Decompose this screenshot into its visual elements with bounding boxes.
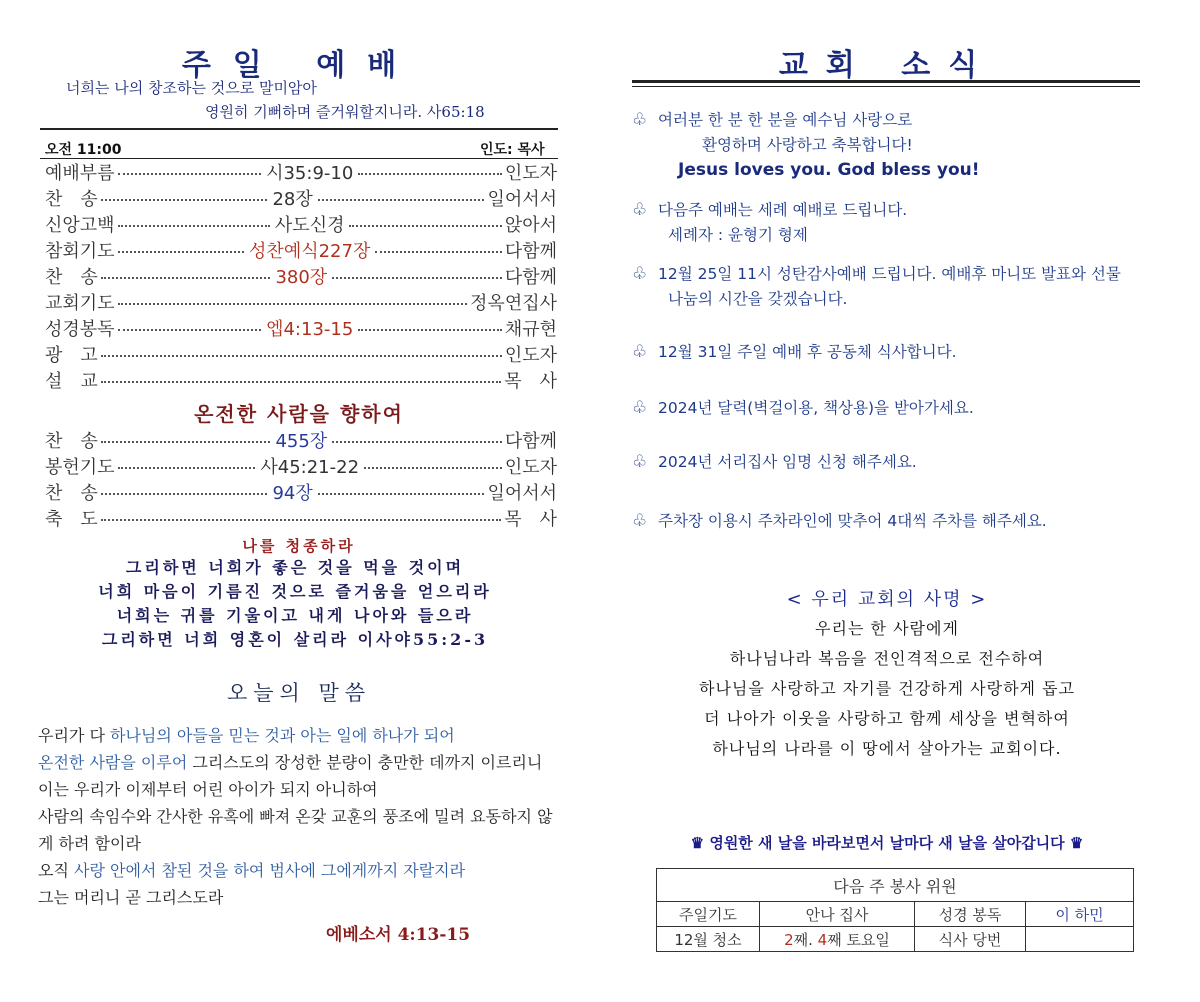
dot-leader [318, 493, 485, 495]
poem-title: 나를 청종하라 [242, 537, 356, 555]
order-item-detail: 사45:21-22 [260, 457, 360, 478]
order-item-detail: 엡4:13-15 [266, 319, 354, 340]
scripture-text: 사람의 속임수와 간사한 유혹에 빠져 온갖 교훈의 풍조에 밀려 요동하지 않 [38, 807, 553, 826]
divider [632, 80, 1140, 83]
order-item-person: 다함께 [504, 267, 558, 288]
order-item [45, 211, 557, 237]
dot-leader [358, 173, 502, 175]
order-item-person: 앉아서 [504, 215, 558, 236]
club-bullet-icon: ♧ [632, 342, 648, 362]
mission-line: 하나님의 나라를 이 땅에서 살아가는 교회이다. [712, 739, 1062, 758]
dot-leader [332, 441, 502, 443]
news-text: 다음주 예배는 세례 예배로 드립니다. [658, 201, 908, 219]
news-text: 12월 31일 주일 예배 후 공동체 식사합니다. [658, 343, 957, 361]
dot-leader [101, 381, 501, 383]
order-item-person: 다함께 [504, 241, 557, 262]
duty-cell: 12월 청소 [657, 927, 760, 952]
duty-cell: 주일기도 [657, 902, 760, 927]
news-text: 환영하며 사랑하고 축복합니다! [702, 136, 913, 154]
dot-leader [364, 467, 502, 469]
order-item-label: 찬 송 [45, 431, 98, 452]
dot-leader [332, 277, 502, 279]
church-news-title: 교회 소식 [778, 48, 996, 83]
order-item-label: 설 교 [45, 371, 98, 392]
order-item-label: 찬 송 [45, 483, 98, 504]
scripture-text: 그는 머리니 곧 그리스도라 [38, 888, 224, 907]
club-bullet-icon: ♧ [632, 511, 648, 531]
dot-leader [375, 251, 501, 253]
motto-banner [632, 832, 1142, 853]
order-item-detail: 시35:9-10 [266, 163, 354, 184]
scripture-highlight: 사랑 안에서 참된 것을 하여 범사에 그에게까지 자랄지라 [74, 861, 466, 880]
order-item-person: 일어서서 [487, 483, 558, 504]
order-item-label: 참회기도 [45, 241, 115, 262]
order-item [45, 159, 557, 185]
order-item [45, 505, 557, 531]
scripture-block [38, 722, 578, 911]
scripture-reference: 에베소서 4:13-15 [326, 925, 471, 945]
dot-leader [118, 225, 270, 227]
scripture-text: 오직 [38, 861, 74, 880]
order-item-person: 다함께 [504, 431, 558, 452]
club-bullet-icon: ♧ [632, 110, 648, 130]
order-item-detail: 94장 [272, 483, 313, 504]
mission-title: < 우리 교회의 사명 > [786, 589, 988, 610]
club-bullet-icon: ♧ [632, 200, 648, 220]
order-item-detail: 성찬예식227장 [249, 241, 371, 262]
duty-table [656, 868, 1134, 952]
motto-text: 영원한 새 날을 바라보면서 날마다 새 날을 살아갑니다 [709, 834, 1065, 852]
dot-leader [118, 467, 256, 469]
worship-title: 주일 예배 [181, 48, 419, 83]
order-item-person: 인도자 [504, 163, 558, 184]
todays-word-title: 오늘의 말씀 [226, 681, 372, 705]
order-item [45, 341, 557, 367]
service-time: 오전 11:00 [45, 142, 122, 158]
dot-leader [118, 329, 262, 331]
service-leader: 인도: 목사 [480, 142, 545, 158]
news-text: 세례자 : 윤형기 형제 [668, 226, 808, 244]
news-item [632, 262, 1142, 312]
scripture-text: 그리스도의 장성한 분량이 충만한 데까지 이르리니 [187, 753, 543, 772]
divider [40, 128, 558, 130]
dot-leader [118, 173, 262, 175]
duty-cell: 2째. 4째 토요일 [760, 927, 915, 952]
dot-leader [318, 199, 485, 201]
mission-line: 우리는 한 사람에게 [815, 619, 959, 638]
order-item [45, 453, 557, 479]
club-bullet-icon: ♧ [632, 398, 648, 418]
order-item-label: 교회기도 [45, 293, 115, 314]
order-item-detail: 28장 [272, 189, 313, 210]
news-text: 2024년 서리집사 임명 신청 해주세요. [658, 453, 917, 471]
mission-line: 하나님나라 복음을 전인격적으로 전수하여 [729, 649, 1045, 668]
dot-leader [101, 519, 501, 521]
scripture-text: 이는 우리가 이제부터 어린 아이가 되지 아니하여 [38, 780, 378, 799]
dot-leader [358, 329, 502, 331]
news-text: 여러분 한 분 한 분을 예수님 사랑으로 [658, 111, 913, 129]
sermon-title: 온전한 사람을 향하여 [194, 402, 404, 426]
order-item-label: 성경봉독 [45, 319, 115, 340]
order-item-detail: 사도신경 [274, 215, 345, 236]
news-item [632, 509, 1142, 534]
order-item [45, 315, 557, 341]
scripture-text: 게 하려 함이라 [38, 834, 141, 853]
dot-leader [101, 493, 268, 495]
order-item [45, 427, 557, 453]
order-item-detail: 455장 [275, 431, 328, 452]
poem-line: 너희 마음이 기름진 것으로 즐거움을 얻으리라 [98, 582, 492, 601]
duty-cell: 성경 봉독 [915, 902, 1026, 927]
club-bullet-icon: ♧ [632, 452, 648, 472]
order-item [45, 237, 557, 263]
news-text: 주차장 이용시 주차라인에 맞추어 4대씩 주차를 해주세요. [658, 512, 1047, 530]
dot-leader [101, 199, 268, 201]
order-item-person: 인도자 [504, 345, 557, 366]
news-item [632, 396, 1142, 421]
poem-line: 그리하면 너희 영혼이 살리라 이사야55:2-3 [101, 630, 489, 649]
news-text: 나눔의 시간을 갖겠습니다. [668, 290, 848, 308]
order-item-person: 목 사 [504, 509, 557, 530]
club-bullet-icon: ♧ [632, 264, 648, 284]
duty-cell: 이 하민 [1026, 902, 1134, 927]
poem-block [30, 556, 560, 652]
order-item-label: 봉헌기도 [45, 457, 115, 478]
news-text: 12월 25일 11시 성탄감사예배 드립니다. 예배후 마니또 발표와 선물 [658, 265, 1121, 283]
order-item-person: 인도자 [504, 457, 557, 478]
order-item [45, 289, 557, 315]
poem-line: 너희는 귀를 기울이고 내게 나아와 들으라 [116, 606, 474, 625]
order-item-label: 축 도 [45, 509, 98, 530]
duty-cell: 안나 집사 [760, 902, 915, 927]
mission-line: 하나님을 사랑하고 자기를 건강하게 사랑하게 돕고 [698, 679, 1075, 698]
news-item [632, 450, 1142, 475]
divider [632, 86, 1140, 87]
order-item-person: 일어서서 [487, 189, 558, 210]
crown-icon: ♛ [690, 834, 705, 852]
duty-cell: 식사 당번 [915, 927, 1026, 952]
order-item-label: 찬 송 [45, 189, 98, 210]
dot-leader [118, 303, 467, 305]
dot-leader [118, 251, 244, 253]
scripture-highlight: 하나님의 아들을 믿는 것과 아는 일에 하나가 되어 [110, 726, 455, 745]
dot-leader [101, 441, 271, 443]
dot-leader [349, 225, 501, 227]
mission-block [632, 614, 1142, 764]
order-item-detail: 380장 [275, 267, 328, 288]
order-item-person: 채규현 [504, 319, 558, 340]
order-item-label: 광 고 [45, 345, 98, 366]
order-item [45, 479, 557, 505]
order-item [45, 263, 557, 289]
order-item-label: 예배부름 [45, 163, 115, 184]
duty-table-header: 다음 주 봉사 위원 [657, 869, 1134, 902]
news-item [632, 340, 1142, 365]
opening-verse-line-2: 영원히 기뻐하며 즐거워할지니라. 사65:18 [205, 103, 485, 121]
order-item-person: 정옥연집사 [470, 293, 557, 314]
order-item-person: 목 사 [504, 371, 557, 392]
scripture-highlight: 온전한 사람을 이루어 [38, 753, 188, 772]
dot-leader [101, 355, 502, 357]
order-item [45, 367, 557, 393]
opening-verse-line-1: 너희는 나의 창조하는 것으로 말미암아 [66, 79, 317, 97]
crown-icon: ♛ [1069, 834, 1084, 852]
order-item-label: 찬 송 [45, 267, 98, 288]
dot-leader [101, 277, 271, 279]
news-item [632, 108, 1142, 183]
mission-line: 더 나아가 이웃을 사랑하고 함께 세상을 변혁하여 [704, 709, 1070, 728]
news-item [632, 198, 1142, 248]
news-english-text: Jesus loves you. God bless you! [678, 160, 980, 180]
order-item-label: 신앙고백 [45, 215, 115, 236]
scripture-text: 우리가 다 [38, 726, 110, 745]
order-item [45, 185, 557, 211]
poem-line: 그리하면 너희가 좋은 것을 먹을 것이며 [125, 558, 465, 577]
duty-cell [1026, 927, 1134, 952]
news-text: 2024년 달력(벽걸이용, 책상용)을 받아가세요. [658, 399, 974, 417]
